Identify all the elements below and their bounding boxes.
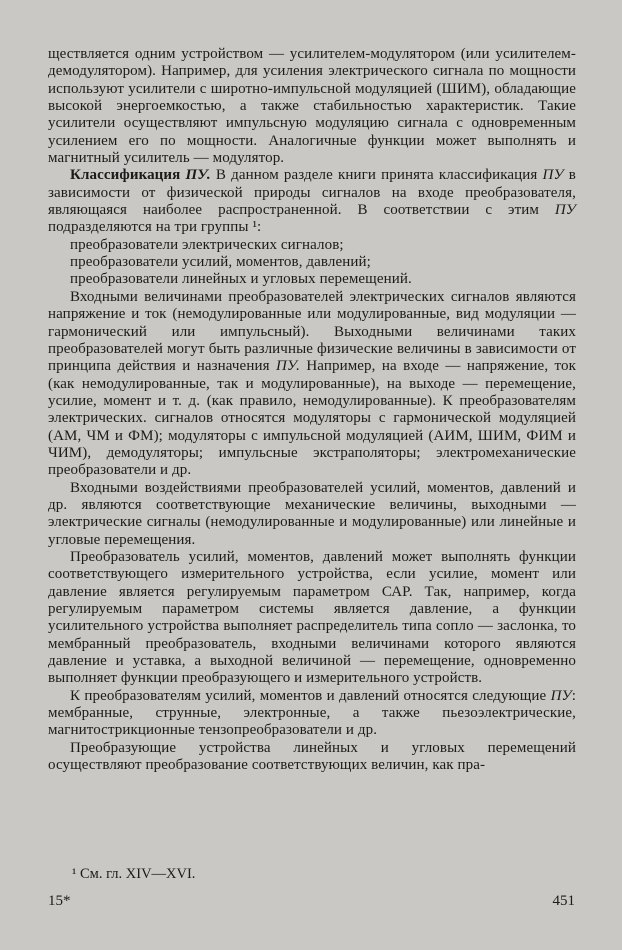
page-number: 451 bbox=[552, 893, 575, 909]
paragraph-forces-inputs: Входными воздействиями преобразователей усилий, моментов, давлений и др. являются соответствующие механические величины, выходными — электрические сигналы (немодулированные и модулированные) или линейные и угловые перемещения. bbox=[48, 479, 576, 548]
paragraph-classification: Классификация ПУ. В данном разделе книги принята классификация ПУ в зависимости от физической природы сигналов на входе преобразователя, являющаяся наиболее распространенной. В соответствии с этим ПУ подразделяются на три группы ¹: bbox=[48, 167, 576, 236]
list-item: преобразователи линейных и угловых перемещений. bbox=[70, 271, 412, 288]
signature-mark: 15* bbox=[48, 893, 71, 909]
page-footer bbox=[48, 893, 575, 910]
list-item: преобразователи электрических сигналов; bbox=[70, 236, 344, 253]
footnote bbox=[48, 866, 576, 883]
footnote-text: ¹ См. гл. XIV—XVI. bbox=[72, 866, 196, 882]
paragraph-force-converters-types: К преобразователям усилий, моментов и давлений относятся следующие ПУ: мембранные, струнные, электронные, а также пьезоэлектрические, магнитострикционные тензопреобразователи и др. bbox=[48, 687, 576, 739]
paragraph-continuation: ществляется одним устройством — усилителем-модулятором (или усилителем-демодулятором). Например, для усиления электрического сигнала по мощности используют усилители с широтно-импульсной модуляцией (ШИМ), обладающие высокой энергоемкостью, а также стабильностью характеристик. Такие усилители осуществляют импульсную модуляцию сигнала с одновременным усилением его по мощности. Аналогичные функции может выполнять и магнитный усилитель — модулятор. bbox=[48, 46, 576, 167]
paragraph-displacement-devices: Преобразующие устройства линейных и угловых перемещений осуществляют преобразование соответствующих величин, как пра- bbox=[48, 739, 576, 774]
paragraph-measuring-device: Преобразователь усилий, моментов, давлений может выполнять функции соответствующего измерительного устройства, если усилие, момент или давление является регулируемым параметром САР. Так, например, когда регулируемым параметром системы является давление, а функции усилительного устройства выполняет распределитель типа сопло — заслонка, то мембранный преобразователь, входными величинами которого являются давление и уставка, а выходной величиной — перемещение, одновременно выполняет функции преобразующего и измерительного устройств. bbox=[48, 548, 576, 687]
text-block bbox=[48, 46, 576, 774]
list-item: преобразователи усилий, моментов, давлений; bbox=[70, 254, 371, 271]
paragraph-electric-signals: Входными величинами преобразователей электрических сигналов являются напряжение и ток (немодулированные или модулированные, вид модуляции — гармонический или импульсный). Выходными величинами таких преобразователей могут быть различные физические величины в зависимости от принципа действия и назначения ПУ. Например, на входе — напряжение, ток (как немодулированные, так и модулированные), на выходе — перемещение, усилие, момент и т. д. (как правило, немодулированные). К преобразователям электрических. сигналов относятся модуляторы с гармонической модуляцией (АМ, ЧМ и ФМ); модуляторы с импульсной модуляцией (АИМ, ШИМ, ФИМ и ЧИМ), демодуляторы; импульсные экстраполяторы; электромеханические преобразователи и др. bbox=[48, 288, 576, 479]
